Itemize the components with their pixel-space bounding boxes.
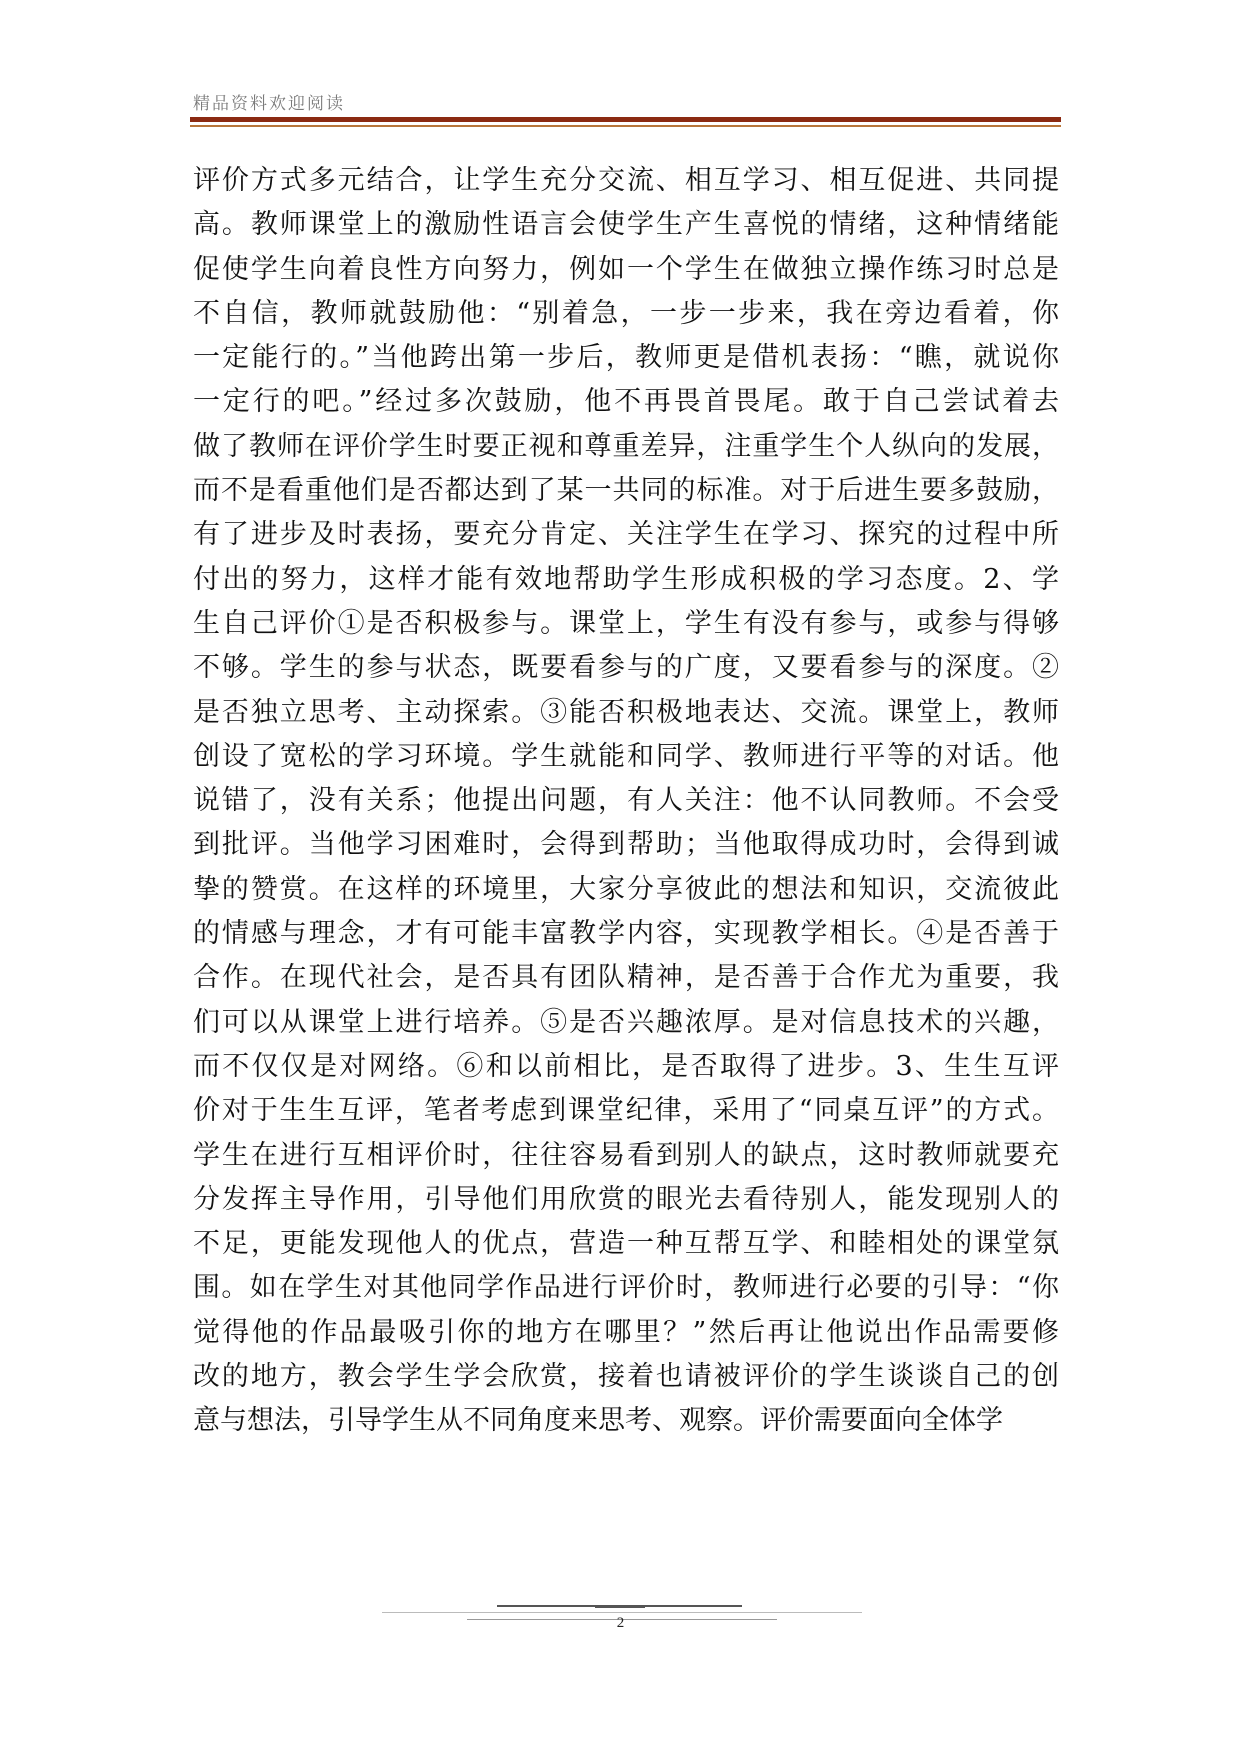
- footer-rule: [595, 1607, 645, 1608]
- page-number: 2: [616, 1615, 625, 1631]
- text-line: 一定行的吧。”经过多次鼓励，他不再畏首畏尾。敢于自己尝试着去: [193, 386, 1059, 418]
- text-line: 合作。在现代社会，是否具有团队精神，是否善于合作尤为重要，我: [193, 962, 1059, 994]
- text-line: 分发挥主导作用，引导他们用欣赏的眼光去看待别人，能发现别人的: [193, 1183, 1059, 1215]
- text-line: 评价方式多元结合，让学生充分交流、相互学习、相互促进、共同提: [193, 165, 1059, 196]
- text-line: 创设了宽松的学习环境。学生就能和同学、教师进行平等的对话。他: [193, 740, 1059, 772]
- text-line: 不够。学生的参与状态，既要看参与的广度，又要看参与的深度。②: [193, 652, 1059, 684]
- text-line: 做了教师在评价学生时要正视和尊重差异，注重学生个人纵向的发展，: [193, 430, 1059, 462]
- text-line: 一定能行的。”当他跨出第一步后，教师更是借机表扬：“瞧，就说你: [193, 342, 1059, 374]
- body-text: [193, 159, 1059, 1444]
- text-line: 的情感与理念，才有可能丰富教学内容，实现教学相长。④是否善于: [193, 918, 1059, 950]
- text-line: 价对于生生互评，笔者考虑到课堂纪律，采用了“同桌互评”的方式。: [193, 1095, 1059, 1127]
- text-line: 有了进步及时表扬，要充分肯定、关注学生在学习、探究的过程中所: [193, 519, 1059, 551]
- text-line: 们可以从课堂上进行培养。⑤是否兴趣浓厚。是对信息技术的兴趣，: [193, 1006, 1059, 1038]
- text-line: 是否独立思考、主动探索。③能否积极地表达、交流。课堂上，教师: [193, 696, 1059, 728]
- header-rule-thick: [190, 117, 1061, 122]
- text-line: 不自信，教师就鼓励他：“别着急，一步一步来，我在旁边看着，你: [193, 297, 1059, 329]
- text-line: 而不仅仅是对网络。⑥和以前相比，是否取得了进步。3、生生互评: [193, 1050, 1059, 1082]
- text-line: 生自己评价①是否积极参与。课堂上，学生有没有参与，或参与得够: [193, 607, 1059, 639]
- running-header: 精品资料欢迎阅读: [193, 94, 345, 114]
- text-line: 说错了，没有关系；他提出问题，有人关注：他不认同教师。不会受: [193, 785, 1059, 817]
- text-line: 围。如在学生对其他同学作品进行评价时，教师进行必要的引导：“你: [193, 1272, 1059, 1304]
- text-line: 促使学生向着良性方向努力，例如一个学生在做独立操作练习时总是: [193, 253, 1059, 285]
- text-line: 不足，更能发现他人的优点，营造一种互帮互学、和睦相处的课堂氛: [193, 1228, 1059, 1260]
- text-line: 觉得他的作品最吸引你的地方在哪里？”然后再让他说出作品需要修: [193, 1316, 1059, 1348]
- header-rule-thin: [190, 125, 1061, 127]
- text-line: 学生在进行互相评价时，往往容易看到别人的缺点，这时教师就要充: [193, 1139, 1059, 1171]
- footer-rule: [382, 1612, 862, 1613]
- text-line: 意与想法，引导学生从不同角度来思考、观察。评价需要面向全体学: [193, 1405, 1003, 1437]
- text-line: 而不是看重他们是否都达到了某一共同的标准。对于后进生要多鼓励，: [193, 475, 1059, 507]
- text-line: 改的地方，教会学生学会欣赏，接着也请被评价的学生谈谈自己的创: [193, 1361, 1059, 1393]
- text-line: 高。教师课堂上的激励性语言会使学生产生喜悦的情绪，这种情绪能: [193, 209, 1059, 241]
- text-line: 挚的赞赏。在这样的环境里，大家分享彼此的想法和知识，交流彼此: [193, 873, 1059, 905]
- text-line: 到批评。当他学习困难时，会得到帮助；当他取得成功时，会得到诚: [193, 829, 1059, 861]
- text-line: 付出的努力，这样才能有效地帮助学生形成积极的学习态度。2、学: [193, 563, 1059, 595]
